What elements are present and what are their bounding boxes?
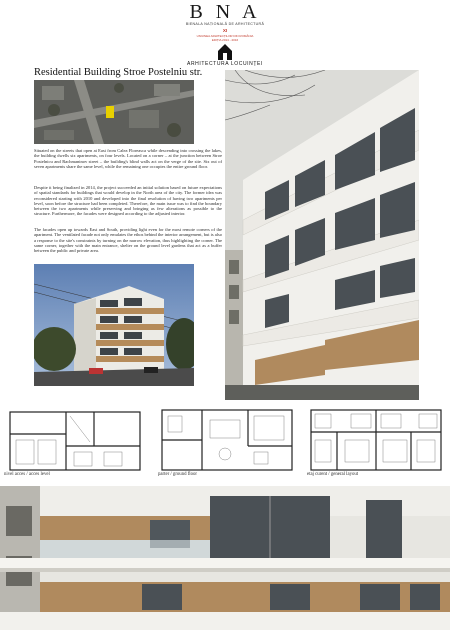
organizer-subtitle: UNIUNEA ARHITECȚILOR DIN ROMÂNIA EDIȚIA 2014 - 2016 xyxy=(196,34,254,42)
edition-number: XI xyxy=(222,28,228,33)
description-paragraph-2: Despite it being finalized in 2014, the project succeeded an initial solution based on future expectations of spatial standards for buildings that would develop in the North area of the city. The former idea was reconsidered starting with 2010 and developed into the final resolution of having two apartments per level, soon before the structure had been completed. Therefore, the main issue was to find the boundary between the two apartments while preserving and bringing as few alterations as possible to the structure. Furthermore, the facades were designed according to the adjusted interior. xyxy=(34,185,222,217)
caption-general-layout: etaj curent / general layout xyxy=(307,472,359,477)
aerial-site-photo xyxy=(34,80,194,144)
caption-ground-floor: parter / ground floor xyxy=(158,472,198,477)
poster-header xyxy=(0,0,450,68)
floor-plan-access-level xyxy=(4,406,149,478)
description-paragraph-1: Situated on the streets that open at East from Calea Floreasca while descending into crossing the lakes, the building dwells six apartments, on four levels. Located on a corner – at the junction between Stroe Postelnicu and Rachmaninov street – the building's blind walls act on the verge of the site. Six out of seven apartments share the same level, while the remaining one occupies the entire ground floor. xyxy=(34,148,222,169)
facade-photo xyxy=(225,70,419,400)
caption-access-level: nivel acces / acces level xyxy=(4,472,50,477)
category-label: ARHITECTURA LOCUINȚEI xyxy=(187,61,263,67)
description-paragraph-3: The facades open up towards East and South, providing light even for the most remote corners of the apartment. The ventilated facade not only emulates the ethos behind the interior arrangement, but is also a response to the site's constraints by turning on the narrow elevation, thus highlighting the corner. The same corner, together with the main entrance, shelter on the ground level gardens that act as a buffer between the public and private area. xyxy=(34,227,222,254)
floor-plan-ground-floor xyxy=(158,406,298,478)
project-title: Residential Building Stroe Postelniu str. xyxy=(34,67,203,78)
facade-detail-photo xyxy=(0,486,450,630)
street-view-photo xyxy=(34,264,194,386)
house-icon xyxy=(217,43,233,61)
floor-plan-general-layout xyxy=(307,406,447,478)
bna-logo: B N A xyxy=(189,1,261,23)
biennale-subtitle: BIENALA NAȚIONALĂ DE ARHITECTURĂ xyxy=(185,22,265,26)
